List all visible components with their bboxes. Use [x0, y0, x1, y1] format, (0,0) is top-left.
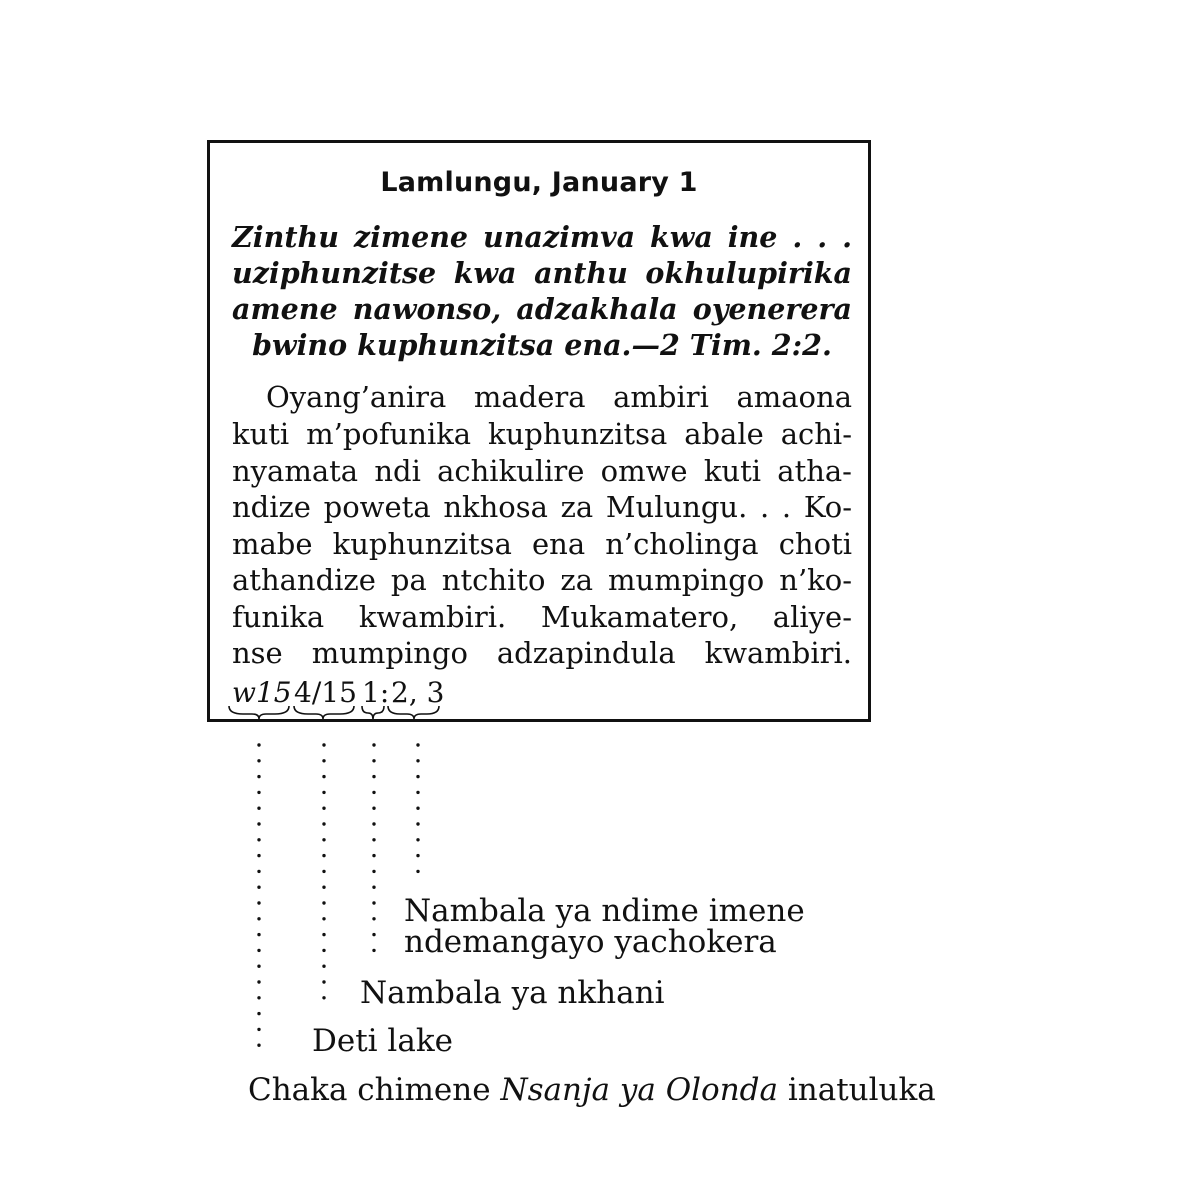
label-source-title: Nsanja ya Olonda [500, 1072, 778, 1108]
date-heading: Lamlungu, January 1 [380, 167, 698, 198]
body-line: funika kwambiri. Mukamatero, aliye- [232, 600, 852, 634]
body-line: ndize poweta nkhosa za Mulungu. . . Ko- [232, 490, 852, 524]
label-paragraph-numbers-line1: Nambala ya ndime imene [404, 893, 805, 929]
label-paragraph-numbers-line2: ndemangayo yachokera [404, 924, 777, 960]
body-line: mabe kuphunzitsa ena n’cholinga choti [232, 527, 852, 561]
body-line: kuti m’pofunika kuphunzitsa abale achi- [232, 417, 852, 451]
body-line: nse mumpingo adzapindula kwambiri. [232, 636, 852, 670]
ref-paragraphs: 2, 3 [391, 676, 445, 709]
body-line: athandize pa ntchito za mumpingo n’ko- [232, 563, 852, 597]
label-issue-date: Deti lake [312, 1023, 453, 1059]
brace-issue-date [294, 706, 354, 719]
body-line: nyamata ndi achikulire omwe kuti atha- [232, 454, 852, 488]
ref-issue-date: 4/15 [294, 676, 357, 709]
label-article-number: Nambala ya nkhani [360, 975, 665, 1011]
theme-scripture: Zinthu zimene unazimva kwa ine . . . uziphunzitse kwa anthu okhulupirika amene nawonso, adzakhala oyenerera bwino kuphunzitsa ena.—2 Tim. 2:2. [232, 220, 852, 362]
label-source-year [248, 1074, 936, 1106]
label-source-suffix: inatuluka [778, 1072, 936, 1108]
brace-article [362, 706, 384, 719]
ref-article: 1: [362, 676, 390, 709]
body-line: Oyang’anira madera ambiri amaona [266, 380, 852, 414]
brace-paragraphs [388, 706, 439, 719]
brace-publication [229, 706, 289, 719]
ref-publication: w15 [232, 676, 292, 709]
label-source-prefix: Chaka chimene [248, 1072, 501, 1108]
